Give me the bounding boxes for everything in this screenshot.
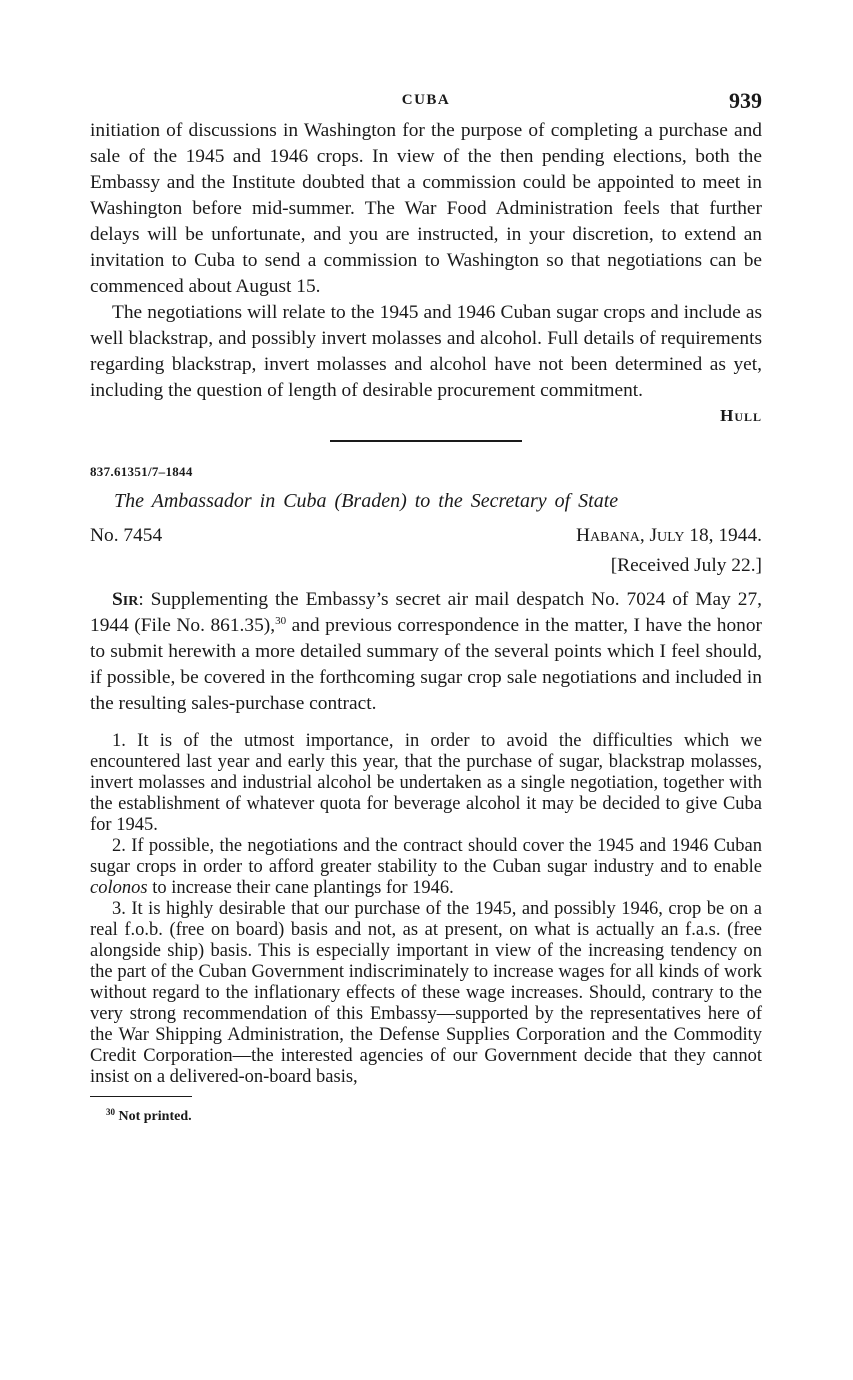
salutation: Sir xyxy=(112,589,139,610)
received-date: [Received July 22.] xyxy=(610,555,762,576)
continuation-paragraph-2: The negotiations will relate to the 1945 and 1946 Cuban sugar crops and include as well blackstrap, and possibly invert molasses and alcohol. Full details of requirements regarding blackstrap, invert molasses and alcohol have not been determined as yet, including the question of length of desirable procurement commitment. xyxy=(90,302,762,401)
page-header xyxy=(90,88,762,118)
opening-text-b: and previous correspondence in the matter, I have the honor to submit herewith a more detailed summary of the several points which I feel should, if possible, be covered in the forthcoming sugar crop sale negotiations and included in the resulting sales-purchase contract. xyxy=(90,615,762,714)
point-2-text-b: to increase their cane plantings for 1946. xyxy=(147,878,454,898)
point-2-emphasis: colonos xyxy=(90,878,148,898)
footnote-marker: 30 xyxy=(106,1107,115,1117)
signature xyxy=(90,406,762,426)
continuation-paragraph-1: initiation of discussions in Washington for the purpose of completing a purchase and sale of the 1945 and 1946 crops. In view of the then pending elections, both the Embassy and the Institute doubted that a commission could be appointed to meet in Washington before mid-summer. The War Food Administration feels that further delays will be unfortunate, and you are instructed, in your discretion, to extend an invitation to Cuba to send a commission to Washington so that negotiations can be commenced about August 15. xyxy=(90,120,762,297)
page xyxy=(90,88,762,1125)
dateline xyxy=(576,525,762,547)
point-1: 1. It is of the utmost importance, in order to avoid the difficulties which we encountered last year and early this year, that the purchase of sugar, blackstrap molasses, invert molasses and industrial alcohol be undertaken as a single negotiation, together with the establishment of whatever quota for beverage alcohol it may be decided to give Cuba for 1945. xyxy=(90,731,762,835)
section-divider xyxy=(330,440,522,442)
despatch-number: No. 7454 xyxy=(90,525,163,546)
footnote-reference: 30 xyxy=(275,615,287,627)
footnote xyxy=(106,1107,762,1125)
point-2-text-a: 2. If possible, the negotiations and the contract should cover the 1945 and 1946 Cuban sugar crops in order to afford greater stability to the Cuban sugar industry and to enable xyxy=(90,836,762,877)
signature-text: Hull xyxy=(720,406,762,425)
footnote-rule xyxy=(90,1096,192,1097)
opening-text-a: : Supplementing the Embassy’s secret air mail despatch No. 7024 of May 27, 1944 (File No. 861.35), xyxy=(90,589,762,636)
numbered-points xyxy=(90,731,762,1088)
footnote-text: Not printed. xyxy=(118,1109,192,1124)
file-number: 837.61351/7–1844 xyxy=(90,464,193,479)
opening-paragraph xyxy=(90,587,762,717)
despatch-meta xyxy=(90,525,762,551)
point-2 xyxy=(90,836,762,899)
running-head: CUBA xyxy=(401,92,451,108)
page-number: 939 xyxy=(729,88,762,113)
document-heading: The Ambassador in Cuba (Braden) to the Secretary of State xyxy=(114,490,619,512)
dateline-text: Habana, July 18, 1944. xyxy=(576,525,762,546)
point-3: 3. It is highly desirable that our purchase of the 1945, and possibly 1946, crop be on a real f.o.b. (free on board) basis and not, as at present, on what is actually an f.a.s. (free alongside ship) basis. This is especially important in view of the increasing tendency on the part of the Cuban Government indiscriminately to increase wages for all kinds of work without regard to the inflationary effects of these wage increases. Should, contrary to the very strong recommendation of this Embassy—supported by the representatives here of the War Shipping Administration, the Defense Supplies Corporation and the Commodity Credit Corporation—the interested agencies of our Government decide that they cannot insist on a delivered-on-board basis, xyxy=(90,899,762,1087)
